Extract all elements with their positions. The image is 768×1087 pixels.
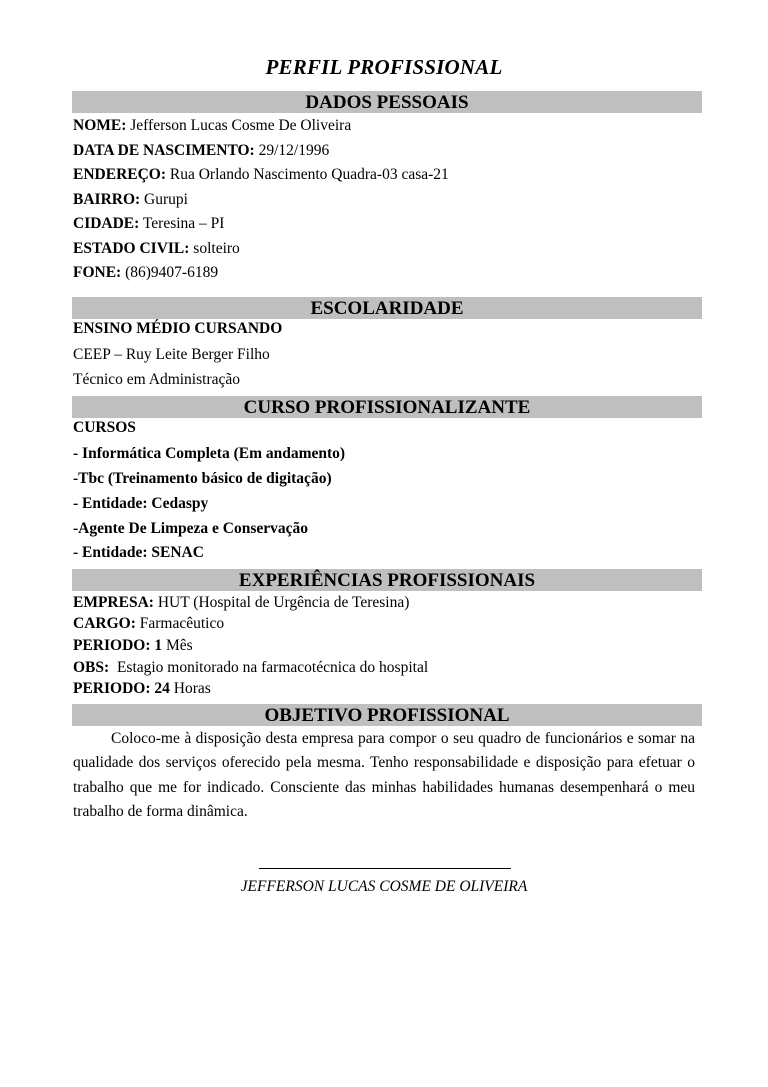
field-label: DATA DE NASCIMENTO: bbox=[73, 142, 255, 159]
section-title: EXPERIÊNCIAS PROFISSIONAIS bbox=[238, 570, 536, 591]
personal-row bbox=[73, 240, 240, 258]
field-label: ESTADO CIVIL: bbox=[73, 240, 190, 257]
experience-row bbox=[73, 680, 211, 698]
experience-row bbox=[73, 637, 193, 655]
course-text: - Entidade: SENAC bbox=[73, 544, 204, 561]
signature-name: JEFFERSON LUCAS COSME DE OLIVEIRA bbox=[240, 878, 528, 895]
field-label: NOME: bbox=[73, 117, 127, 134]
course-line bbox=[73, 495, 208, 513]
field-value: Farmacêutico bbox=[135, 615, 225, 632]
field-value: Mês bbox=[162, 637, 193, 654]
education-level bbox=[73, 320, 282, 338]
course-text: CURSOS bbox=[73, 419, 136, 436]
field-value: Teresina – PI bbox=[139, 215, 225, 232]
course-text: -Tbc (Treinamento básico de digitação) bbox=[73, 470, 332, 487]
field-label: PERIODO: 1 bbox=[73, 637, 163, 654]
field-label: EMPRESA: bbox=[73, 594, 154, 611]
page-title: PERFIL PROFISSIONAL bbox=[265, 55, 503, 79]
field-value: Estagio monitorado na farmacotécnica do hospital bbox=[109, 659, 429, 676]
objective-paragraph: Coloco-me à disposição desta empresa para compor o seu quadro de funcionários e somar na qualidade dos serviços oferecido pela mesma. Tenho responsabilidade e disposição para efetuar o trabalho que me for indicado. Consciente das minhas habilidades humanas desempenhará o meu trabalho de forma dinâmica. bbox=[73, 730, 695, 820]
field-value: Jefferson Lucas Cosme De Oliveira bbox=[126, 117, 352, 134]
section-header-dados-pessoais bbox=[72, 91, 702, 113]
field-label: CARGO: bbox=[73, 615, 136, 632]
section-header-escolaridade bbox=[72, 297, 702, 319]
field-value: Horas bbox=[169, 680, 211, 697]
personal-row bbox=[73, 215, 224, 233]
personal-row bbox=[73, 191, 188, 209]
course-text: - Entidade: Cedaspy bbox=[73, 495, 209, 512]
course-line bbox=[73, 445, 345, 463]
course-text: -Agente De Limpeza e Conservação bbox=[73, 520, 309, 537]
field-value: solteiro bbox=[189, 240, 240, 257]
field-value: (86)9407-6189 bbox=[121, 264, 219, 281]
education-school: CEEP – Ruy Leite Berger Filho bbox=[73, 346, 270, 363]
course-line bbox=[73, 520, 308, 538]
experience-row bbox=[73, 659, 428, 677]
field-label: BAIRRO: bbox=[73, 191, 141, 208]
experience-row bbox=[73, 594, 409, 612]
field-value: Rua Orlando Nascimento Quadra-03 casa-21 bbox=[166, 166, 449, 183]
field-label: ENDEREÇO: bbox=[73, 166, 167, 183]
field-label: FONE: bbox=[73, 264, 122, 281]
experience-row bbox=[73, 615, 224, 633]
field-value: HUT (Hospital de Urgência de Teresina) bbox=[153, 594, 410, 611]
signature-line bbox=[259, 868, 511, 869]
education-level-text: ENSINO MÉDIO CURSANDO bbox=[73, 320, 283, 337]
field-value: 29/12/1996 bbox=[254, 142, 330, 159]
course-line bbox=[73, 470, 332, 488]
personal-row bbox=[73, 166, 449, 184]
section-title: DADOS PESSOAIS bbox=[305, 92, 469, 113]
course-line bbox=[73, 419, 136, 437]
field-label: CIDADE: bbox=[73, 215, 140, 232]
field-label: OBS: bbox=[73, 659, 110, 676]
course-text: - Informática Completa (Em andamento) bbox=[73, 445, 346, 462]
course-line bbox=[73, 544, 204, 562]
section-header-experiencias bbox=[72, 569, 702, 591]
section-title: OBJETIVO PROFISSIONAL bbox=[264, 705, 510, 726]
education-course: Técnico em Administração bbox=[73, 371, 240, 388]
field-label: PERIODO: 24 bbox=[73, 680, 170, 697]
section-header-curso bbox=[72, 396, 702, 418]
field-value: Gurupi bbox=[140, 191, 188, 208]
personal-row bbox=[73, 117, 351, 135]
personal-row bbox=[73, 142, 329, 160]
section-title: ESCOLARIDADE bbox=[310, 298, 464, 319]
personal-row bbox=[73, 264, 218, 282]
section-title: CURSO PROFISSIONALIZANTE bbox=[243, 397, 531, 418]
section-header-objetivo bbox=[72, 704, 702, 726]
